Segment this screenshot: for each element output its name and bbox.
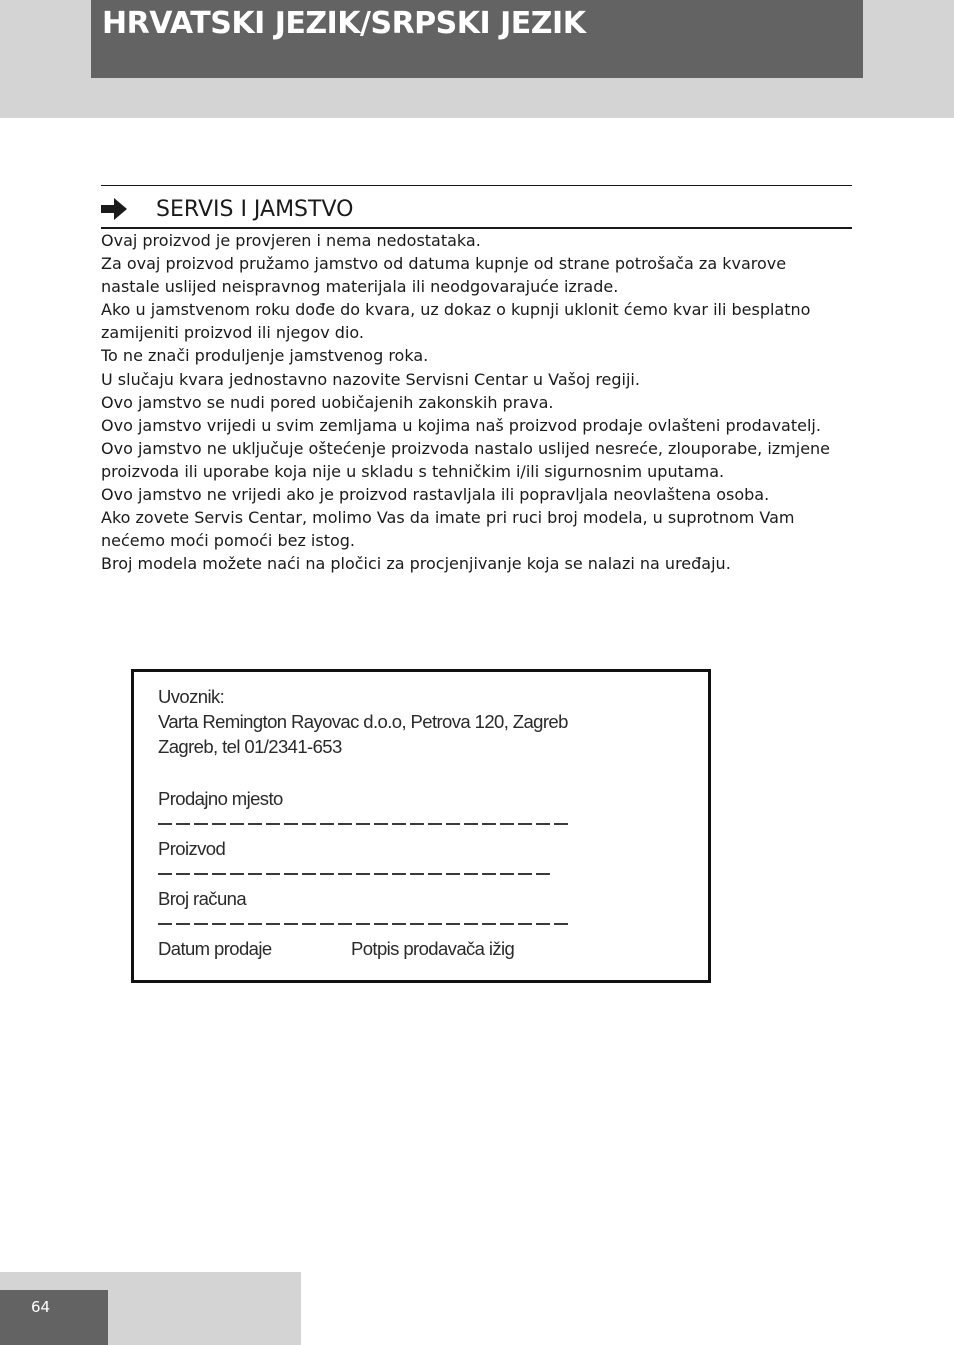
body-line: nastale uslijed neispravnog materijala ili neodgovarajuće izrade.: [101, 277, 619, 297]
spacer: [158, 759, 688, 786]
body-line: U slučaju kvara jednostavno nazovite Servisni Centar u Vašoj regiji.: [101, 369, 640, 389]
body-line: zamijeniti proizvod ili njegov dio.: [101, 323, 364, 343]
sale-date-label: Datum prodaje: [158, 938, 272, 959]
seller-signature-label: Potpis prodavača ižig: [351, 938, 515, 959]
importer-label: Uvoznik:: [158, 686, 225, 707]
body-line: Za ovaj proizvod pružamo jamstvo od datuma kupnje od strane potrošača za kvarove: [101, 254, 787, 274]
section-title: SERVIS I JAMSTVO: [156, 197, 354, 222]
body-line: Broj modela možete naći na pločici za procjenjivanje koja se nalazi na uređaju.: [101, 554, 731, 574]
body-line: Ako zovete Servis Centar, molimo Vas da imate pri ruci broj modela, u suprotnom Vam: [101, 508, 795, 528]
date-signature-row: [158, 936, 688, 961]
section-header: [101, 185, 852, 229]
service-warranty-section: [101, 185, 852, 575]
body-line: Ako u jamstvenom roku dođe do kvara, uz dokaz o kupnji uklonit ćemo kvar ili besplatno: [101, 300, 811, 320]
arrow-right-icon: [101, 198, 127, 220]
product-label: Proizvod: [158, 838, 226, 859]
invoice-blank: [158, 911, 688, 936]
body-line: Ovo jamstvo ne uključuje oštećenje proizvoda nastalo uslijed nesreće, zlouporabe, izmjene: [101, 438, 831, 458]
page-title: HRVATSKI JEZIK/SRPSKI JEZIK: [102, 6, 586, 41]
body-line: Ovo jamstvo ne vrijedi ako je proizvod rastavljala ili popravljala neovlaštena osoba.: [101, 485, 770, 505]
importer-phone: Zagreb, tel 01/2341-653: [158, 736, 342, 757]
page-number-box: [0, 1290, 108, 1345]
warranty-card: [131, 669, 711, 983]
sale-place-blank: [158, 811, 688, 836]
body-line: proizvoda ili uporabe koja nije u skladu s tehničkim i/ili sigurnosnim uputama.: [101, 461, 725, 481]
invoice-label: Broj računa: [158, 888, 247, 909]
page-number: 64: [31, 1298, 51, 1316]
body-line: To ne znači produljenje jamstvenog roka.: [101, 346, 429, 366]
header-title-box: [91, 0, 863, 78]
product-blank: [158, 861, 688, 886]
sale-place-label: Prodajno mjesto: [158, 788, 283, 809]
importer-address: Varta Remington Rayovac d.o.o, Petrova 120, Zagreb: [158, 711, 568, 732]
body-line: Ovaj proizvod je provjeren i nema nedostataka.: [101, 231, 481, 250]
body-line: nećemo moći pomoći bez istog.: [101, 531, 356, 551]
body-line: Ovo jamstvo vrijedi u svim zemljama u kojima naš proizvod prodaje ovlašteni prodavatelj.: [101, 415, 821, 435]
section-body: [101, 229, 852, 575]
warranty-card-content: [158, 684, 688, 961]
body-line: Ovo jamstvo se nudi pored uobičajenih zakonskih prava.: [101, 392, 554, 412]
